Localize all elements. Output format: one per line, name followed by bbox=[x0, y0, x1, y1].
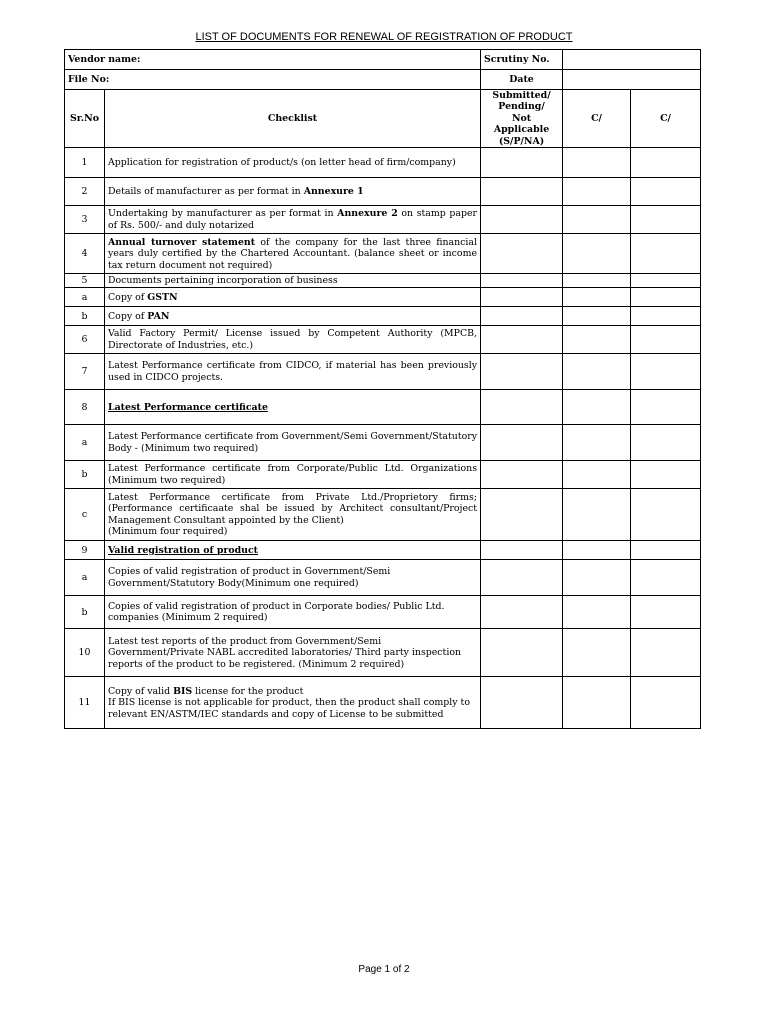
row-sr-no: 6 bbox=[65, 326, 105, 354]
row-checklist-text bbox=[105, 390, 481, 425]
table-row bbox=[65, 234, 701, 274]
table-row bbox=[65, 560, 701, 596]
c2-cell[interactable] bbox=[631, 288, 701, 307]
checklist-text-part: Copy of valid bbox=[108, 685, 174, 697]
checklist-text-part: Annexure 2 bbox=[337, 208, 398, 220]
row-sr-no: 3 bbox=[65, 206, 105, 234]
c1-cell[interactable] bbox=[563, 596, 631, 629]
c1-cell[interactable] bbox=[563, 354, 631, 390]
table-row bbox=[65, 425, 701, 461]
c2-cell[interactable] bbox=[631, 178, 701, 206]
row-checklist-text bbox=[105, 288, 481, 307]
row-sr-no: b bbox=[65, 461, 105, 489]
table-row bbox=[65, 390, 701, 425]
status-cell[interactable] bbox=[481, 206, 563, 234]
table-row bbox=[65, 596, 701, 629]
checklist-text-part: Government/Private NABL accredited laboratories/ Third party inspection bbox=[108, 647, 462, 659]
row-checklist-text bbox=[105, 560, 481, 596]
row-sr-no: 4 bbox=[65, 234, 105, 274]
status-cell[interactable] bbox=[481, 354, 563, 390]
table-row bbox=[65, 148, 701, 178]
c2-cell[interactable] bbox=[631, 425, 701, 461]
row-sr-no: a bbox=[65, 288, 105, 307]
checklist-text-part: PAN bbox=[147, 310, 170, 322]
row-checklist-text bbox=[105, 326, 481, 354]
row-sr-no: 7 bbox=[65, 354, 105, 390]
status-header-line: Submitted/ bbox=[492, 90, 551, 101]
file-no-label: File No: bbox=[65, 70, 481, 90]
status-cell[interactable] bbox=[481, 148, 563, 178]
row-checklist-text bbox=[105, 354, 481, 390]
c2-cell[interactable] bbox=[631, 489, 701, 541]
c2-cell[interactable] bbox=[631, 326, 701, 354]
date-label: Date bbox=[481, 70, 563, 90]
checklist-text-part: Annexure 1 bbox=[303, 186, 364, 198]
checklist-text-part: Copy of bbox=[108, 310, 148, 322]
c1-cell[interactable] bbox=[563, 560, 631, 596]
row-checklist-text bbox=[105, 148, 481, 178]
c2-cell[interactable] bbox=[631, 354, 701, 390]
status-header-line: (S/P/NA) bbox=[498, 135, 545, 147]
status-cell[interactable] bbox=[481, 560, 563, 596]
srno-header: Sr.No bbox=[65, 90, 105, 148]
checklist-text-part: Latest Performance certificate bbox=[108, 401, 268, 413]
table-row bbox=[65, 677, 701, 729]
table-row bbox=[65, 274, 701, 288]
date-field[interactable] bbox=[563, 70, 701, 90]
row-sr-no: 8 bbox=[65, 390, 105, 425]
c2-cell[interactable] bbox=[631, 629, 701, 677]
c2-cell[interactable] bbox=[631, 390, 701, 425]
c1-cell[interactable] bbox=[563, 461, 631, 489]
checklist-text-part: license for the product bbox=[192, 685, 304, 697]
table-row bbox=[65, 461, 701, 489]
checklist-text-part: Latest Performance certificate from Private Ltd./Proprietory firms; (Performance certificaate shal be issued by Architect consultant/Project Management Consultant appointed by the Client) bbox=[108, 491, 478, 526]
row-sr-no: c bbox=[65, 489, 105, 541]
status-cell[interactable] bbox=[481, 425, 563, 461]
c1-cell[interactable] bbox=[563, 307, 631, 326]
c1-cell[interactable] bbox=[563, 390, 631, 425]
status-header-line: Not Applicable bbox=[493, 112, 550, 136]
c1-cell[interactable] bbox=[563, 178, 631, 206]
c2-cell[interactable] bbox=[631, 560, 701, 596]
table-row bbox=[65, 326, 701, 354]
checklist-text-part: companies (Minimum 2 required) bbox=[108, 612, 268, 624]
c2-cell[interactable] bbox=[631, 596, 701, 629]
c2-cell[interactable] bbox=[631, 677, 701, 729]
vendor-name-label: Vendor name: bbox=[65, 50, 481, 70]
checklist-text-part: Valid Factory Permit/ License issued by Competent Authority (MPCB, Directorate of Industries, etc.) bbox=[108, 328, 478, 351]
row-checklist-text bbox=[105, 461, 481, 489]
row-sr-no: a bbox=[65, 560, 105, 596]
checklist-text-part: relevant EN/ASTM/IEC standards and copy of License to be submitted bbox=[108, 708, 444, 720]
checklist-text-part: Copies of valid registration of product in Government/Semi bbox=[108, 566, 391, 578]
checklist-text-part: Details of manufacturer as per format in bbox=[108, 186, 304, 198]
table-row bbox=[65, 307, 701, 326]
c1-cell[interactable] bbox=[563, 677, 631, 729]
c1-cell[interactable] bbox=[563, 234, 631, 274]
table-row bbox=[65, 288, 701, 307]
checklist-text-part: Latest Performance certificate from Corporate/Public Ltd. Organizations (Minimum two required) bbox=[108, 463, 478, 486]
status-cell[interactable] bbox=[481, 596, 563, 629]
table-row bbox=[65, 354, 701, 390]
checklist-text-part: of the company for the last three financial years duly certified by the Chartered Accountant. (balance sheet or income tax return document not required) bbox=[108, 236, 478, 271]
status-cell[interactable] bbox=[481, 390, 563, 425]
row-checklist-text bbox=[105, 178, 481, 206]
status-cell[interactable] bbox=[481, 274, 563, 288]
c1-cell[interactable] bbox=[563, 148, 631, 178]
status-cell[interactable] bbox=[481, 288, 563, 307]
row-checklist-text bbox=[105, 307, 481, 326]
c1-cell[interactable] bbox=[563, 541, 631, 560]
status-cell[interactable] bbox=[481, 461, 563, 489]
status-cell[interactable] bbox=[481, 326, 563, 354]
status-cell[interactable] bbox=[481, 234, 563, 274]
row-sr-no: 11 bbox=[65, 677, 105, 729]
checklist-text-part: If BIS license is not applicable for product, then the product shall comply to bbox=[108, 697, 470, 709]
checklist-text-part: Application for registration of product/s (on letter head of firm/company) bbox=[108, 157, 456, 169]
checklist-text-part: Latest Performance certificate from CIDCO, if material has been previously used in CIDCO projects. bbox=[108, 360, 478, 383]
status-cell[interactable] bbox=[481, 178, 563, 206]
checklist-text-part: Undertaking by manufacturer as per format in bbox=[108, 208, 338, 220]
status-cell[interactable] bbox=[481, 677, 563, 729]
row-sr-no: 9 bbox=[65, 541, 105, 560]
row-sr-no: b bbox=[65, 307, 105, 326]
c2-header: C/ bbox=[631, 90, 701, 148]
c2-cell[interactable] bbox=[631, 274, 701, 288]
scrutiny-no-label: Scrutiny No. bbox=[481, 50, 563, 70]
status-cell[interactable] bbox=[481, 489, 563, 541]
checklist-text-part: BIS bbox=[173, 685, 193, 697]
c1-cell[interactable] bbox=[563, 629, 631, 677]
c2-cell[interactable] bbox=[631, 461, 701, 489]
page-number: Page 1 of 2 bbox=[358, 964, 410, 975]
row-checklist-text bbox=[105, 629, 481, 677]
row-checklist-text bbox=[105, 274, 481, 288]
documents-checklist-table bbox=[64, 49, 701, 729]
c2-cell[interactable] bbox=[631, 541, 701, 560]
c1-cell[interactable] bbox=[563, 288, 631, 307]
checklist-text-part: reports of the product to be registered. (Minimum 2 required) bbox=[108, 658, 405, 670]
checklist-text-part: Documents pertaining incorporation of business bbox=[108, 275, 338, 287]
scrutiny-no-field[interactable] bbox=[563, 50, 701, 70]
row-checklist-text bbox=[105, 489, 481, 541]
checklist-text-part: Latest Performance certificate from Government/Semi Government/Statutory Body - (Minimum two required) bbox=[108, 431, 478, 454]
row-sr-no: 5 bbox=[65, 274, 105, 288]
c2-cell[interactable] bbox=[631, 234, 701, 274]
table-row bbox=[65, 541, 701, 560]
row-sr-no: 1 bbox=[65, 148, 105, 178]
c2-cell[interactable] bbox=[631, 148, 701, 178]
row-checklist-text bbox=[105, 677, 481, 729]
row-checklist-text bbox=[105, 206, 481, 234]
page-title: LIST OF DOCUMENTS FOR RENEWAL OF REGISTRATION OF PRODUCT bbox=[195, 31, 573, 43]
checklist-header: Checklist bbox=[105, 90, 481, 148]
checklist-text-part: GSTN bbox=[147, 291, 178, 303]
table-row bbox=[65, 206, 701, 234]
checklist-text-part: Valid registration of product bbox=[108, 544, 259, 556]
status-header-line: Pending/ bbox=[498, 101, 545, 113]
c1-cell[interactable] bbox=[563, 274, 631, 288]
c2-cell[interactable] bbox=[631, 307, 701, 326]
c1-cell[interactable] bbox=[563, 206, 631, 234]
row-checklist-text bbox=[105, 234, 481, 274]
table-row bbox=[65, 178, 701, 206]
checklist-text-part: Annual turnover statement bbox=[108, 236, 256, 248]
c1-cell[interactable] bbox=[563, 489, 631, 541]
table-row bbox=[65, 629, 701, 677]
status-header bbox=[481, 90, 563, 148]
checklist-text-part: Copies of valid registration of product in Corporate bodies/ Public Ltd. bbox=[108, 600, 445, 612]
status-cell[interactable] bbox=[481, 629, 563, 677]
status-cell[interactable] bbox=[481, 541, 563, 560]
checklist-text-part: (Minimum four required) bbox=[108, 526, 228, 538]
row-checklist-text bbox=[105, 425, 481, 461]
checklist-text-part: Latest test reports of the product from Government/Semi bbox=[108, 635, 382, 647]
row-sr-no: a bbox=[65, 425, 105, 461]
table-row bbox=[65, 489, 701, 541]
c1-cell[interactable] bbox=[563, 425, 631, 461]
row-sr-no: 2 bbox=[65, 178, 105, 206]
checklist-text-part: Copy of bbox=[108, 291, 148, 303]
status-cell[interactable] bbox=[481, 307, 563, 326]
c1-cell[interactable] bbox=[563, 326, 631, 354]
c1-header: C/ bbox=[563, 90, 631, 148]
checklist-text-part: Government/Statutory Body(Minimum one required) bbox=[108, 577, 359, 589]
checklist-text-part: on stamp paper of Rs. 500/- and duly notarized bbox=[108, 208, 478, 231]
row-checklist-text bbox=[105, 596, 481, 629]
row-sr-no: b bbox=[65, 596, 105, 629]
row-sr-no: 10 bbox=[65, 629, 105, 677]
c2-cell[interactable] bbox=[631, 206, 701, 234]
row-checklist-text bbox=[105, 541, 481, 560]
